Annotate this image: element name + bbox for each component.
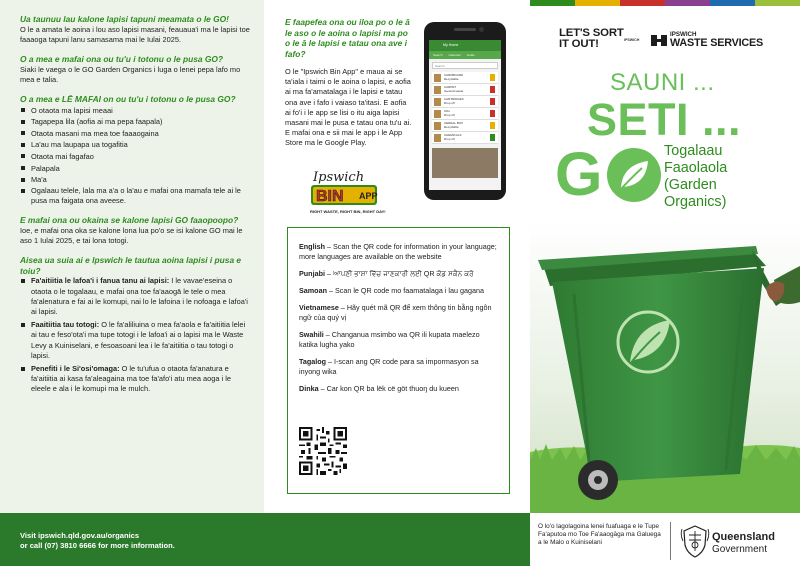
color-stripe xyxy=(710,0,755,6)
faq-column xyxy=(0,0,264,513)
faq-question-4: E mafai ona ou okaina se kalone lapisi GO faaopoopo? xyxy=(20,215,239,226)
language-dinka: Dinka – Car kon QR ba lëk cë göt thuoŋ du kueen xyxy=(299,384,459,393)
lets-sort-it-out-logo: LET'S SORT IT OUT! xyxy=(559,27,624,51)
language-english: English – Scan the QR code for information in your language; more languages are available on the website xyxy=(299,242,497,261)
ipswich-bin-app-logo xyxy=(307,167,417,227)
row-sub: Recyclable xyxy=(444,124,459,129)
faq-answer-1: O le a amata le aoina i lou aso lapisi masani, feauaua'i ma le lapisi toe faaaoga tapuni lanu samasama mai le Iulai 2025. xyxy=(20,24,250,44)
app-screen xyxy=(429,40,501,190)
faq-answer-4: Ioe, e mafai ona oka se kalone lona lua po'o se isi kalone GO mai le aso 1 Iulai 2025, e tai lona totogi. xyxy=(20,225,243,245)
app-list-row xyxy=(432,120,498,132)
queensland-crest-icon xyxy=(680,523,710,559)
list-item: Otaota masani ma mea toe faaaogaina xyxy=(20,128,252,140)
app-column xyxy=(264,0,530,513)
row-label: CARPET xyxy=(444,84,457,89)
app-tabs xyxy=(429,51,501,59)
app-question: E faapefea ona ou iloa po o le ā le aso o le aoina o lapisi ma po o le ā le lapisi e tatau ona ave i fafo? xyxy=(285,17,410,59)
list-item xyxy=(20,364,252,395)
list-item: Otaota mai fagafao xyxy=(20,151,252,163)
reason-lead: Penefiti i le Si'osi'omaga: xyxy=(31,363,120,373)
binapp-ipswich: Ipswich xyxy=(313,170,365,185)
funding-footer xyxy=(530,513,800,566)
app-list-row xyxy=(432,96,498,108)
not-accepted-list xyxy=(20,105,252,207)
green-bin-illustration xyxy=(530,222,800,513)
ipswich-waste-services-logo: IPSWICH WASTE SERVICES xyxy=(670,31,763,50)
camera xyxy=(479,27,484,32)
row-sub: Drop off xyxy=(444,100,455,105)
reason-text: I le vavae'eseina o otaota o le togalaau, e mafai ona toe fa'aaogā le tele o mea fa'alenatura e fai ai le komupi, nai lo le lafoina i le nofoaga e lafoa'i ai lapisi. xyxy=(31,276,248,316)
tab: Search xyxy=(433,53,443,57)
leaf-o-icon xyxy=(606,147,662,203)
headline-seti: SETI ... xyxy=(587,94,742,145)
list-item xyxy=(20,320,252,361)
reason-text: O le tu'ufua o otaota fa'anatura e fa'aitiitia ai kasa fa'aleagaina ma toe fa'afo'i atu mea aoga i le eleele e ala i le komupi ma le mulch. xyxy=(31,363,231,394)
phone-mockup xyxy=(424,22,506,200)
list-item: Ogalaau telele, lala ma a'a o la'au e mafai ona mamafa tele ai le pusa ma faigata ona aveese. xyxy=(20,186,252,206)
headline-sauni: SAUNI ... xyxy=(610,69,715,96)
list-item: La'au ma laupapa ua togafitia xyxy=(20,139,252,151)
language-punjabi: Punjabi – ਆਪਣੀ ਭਾਸ਼ਾ ਵਿੱਚ ਜਾਣਕਾਰੀ ਲਈ QR ਕੋਡ ਸਕੈਨ ਕਰੋ xyxy=(299,269,474,278)
reasons-list xyxy=(20,276,252,394)
list-item: Palapala xyxy=(20,163,252,175)
qr-code-icon[interactable] xyxy=(299,427,347,475)
speaker xyxy=(454,28,476,31)
divider xyxy=(670,522,671,560)
phone-contact: or call (07) 3810 6666 for more information. xyxy=(20,541,175,550)
cover-column xyxy=(530,0,800,513)
waste-services-mark-icon xyxy=(650,33,668,48)
app-list-row xyxy=(432,84,498,96)
row-sub: Drop off xyxy=(444,136,455,141)
lets-sort-sub: IPSWICH xyxy=(624,38,640,42)
row-sub: General waste xyxy=(444,88,464,93)
tab: Guide xyxy=(466,53,475,57)
color-stripe xyxy=(620,0,665,6)
contact-footer xyxy=(0,513,530,566)
language-samoan: Samoan – Scan le QR code mo faamatalaga i lau gagana xyxy=(299,286,484,295)
color-stripe xyxy=(755,0,800,6)
app-list-row xyxy=(432,72,498,84)
reason-lead: Faaitiitia tau totogi: xyxy=(31,320,100,330)
faq-question-3: O a mea e LĒ MAFAI on ou tu'u i totonu o le pusa GO? xyxy=(20,94,236,104)
website-link[interactable]: Visit ipswich.qld.gov.au/organics xyxy=(20,531,140,540)
language-box xyxy=(287,227,510,494)
binapp-bin: BIN xyxy=(316,188,344,205)
app-list-row xyxy=(432,132,498,144)
reason-text: O le fa'aliliuina o mea fa'aola e fa'aitiitia lelei ai tau e feso'ota'i ma tupe totogi i le lafoa'i ai o lapisi ma le Waste Levy a Kuiniselani, e fesoasoani lea i le fa'aitiitia o tau totogi o lapisi. xyxy=(31,320,246,360)
color-stripe xyxy=(665,0,710,6)
row-label: CARTRIDGES xyxy=(444,96,464,101)
app-search: Search xyxy=(432,62,498,69)
app-answer: O le "Ipswich Bin App" e maua ai se ta'iala i taimi o le aoina o lapisi, e aofia ai ma fa'amatalaga i le lapisi e tatau ona ave i fafo i vaiaso ta'itasi. E aofia ai fo'i i le app se lisi o itu aiga lapisi masani mai le pusa e tatau ona tu'u ai. E mafai ona e sii mai le app i le App Store ma le Google Play. xyxy=(285,67,412,148)
binapp-tagline: RIGHT WASTE, RIGHT BIN, RIGHT DAY! xyxy=(310,209,386,214)
list-item xyxy=(20,276,252,317)
language-vietnamese: Vietnamese – Hãy quét mã QR để xem thông tin bằng ngôn ngữ của quý vị xyxy=(299,303,492,322)
color-stripe xyxy=(575,0,620,6)
row-label: CDs xyxy=(444,108,450,113)
row-label: CARDBOARD xyxy=(444,72,464,77)
funding-statement: O lo'o lagolagoina lenei fuafuaga e le Tupe Fa'aputoa mo Toe Fa'aaogāga ma Galuega a le Malo o Kuiniselani xyxy=(538,523,661,547)
faq-question-5: Aisea ua suia ai e Ipswich le tautua aoina lapisi i pusa e toiu? xyxy=(20,255,242,276)
language-swahili: Swahili – Changanua msimbo wa QR ili kupata maelezo katika lugha yako xyxy=(299,330,480,349)
color-stripe xyxy=(530,0,575,6)
app-header: My Home xyxy=(429,40,501,51)
row-label: CHEMICALS xyxy=(444,132,462,137)
government-wordmark: Government xyxy=(712,544,768,555)
headline-go: G xyxy=(555,140,603,208)
garden-organics-subtitle: Togalaau Faaolaola (Garden Organics) xyxy=(664,143,728,210)
reason-lead: Fa'aitiitia le lafoa'i i fanua tanu ai lapisi: xyxy=(31,276,170,286)
app-list-row xyxy=(432,108,498,120)
app-banner-image xyxy=(432,148,498,178)
row-sub: Drop off xyxy=(444,112,455,117)
faq-question-1: Ua taunuu lau kalone lapisi tapuni meamata o le GO! xyxy=(20,14,229,24)
list-item: O otaota ma lapisi meaai xyxy=(20,105,252,117)
language-tagalog: Tagalog – I-scan ang QR code para sa impormasyon sa inyong wika xyxy=(299,357,479,376)
list-item: Ma'a xyxy=(20,174,252,186)
row-sub: Recyclable xyxy=(444,76,459,81)
list-item: Tagapepa lila (aofia ai ma pepa faapala) xyxy=(20,116,252,128)
queensland-wordmark: Queensland xyxy=(712,531,775,543)
faq-question-2: O a mea e mafai ona ou tu'u i totonu o le pusa GO? xyxy=(20,54,224,64)
tab: Calendar xyxy=(448,53,461,57)
binapp-app: APP xyxy=(359,191,378,201)
row-label: CEREAL BOX xyxy=(444,120,464,125)
faq-answer-2: Siaki le vaega o le GO Garden Organics i luga o lenei pepa lafo mo mea e talia. xyxy=(20,64,241,84)
